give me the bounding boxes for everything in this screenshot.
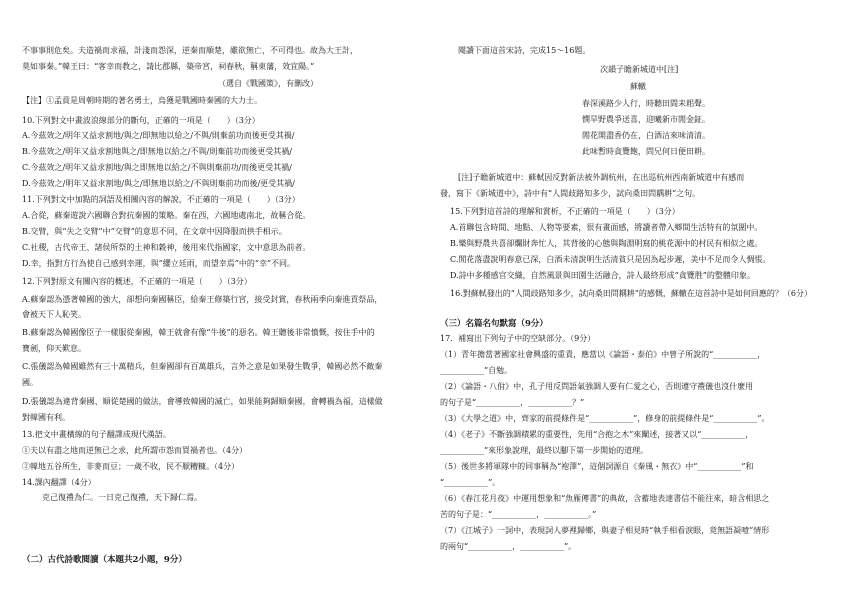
option: A.首聯包含時間、地點、人物等要素，很有畫面感，將讀者帶入鄉間生活特有的氛圍中。 <box>450 223 763 232</box>
poem-line: 憫旱野農爭送喜，迎曦新市閒金鉦。 <box>582 115 710 124</box>
question-17: 17．補寫出下列句子中的空缺部分。（9分） <box>440 334 596 343</box>
question-14: 14.課內翻譯（4分） <box>22 478 96 487</box>
option: D.詩中多種感官交織，自然風景與田園生活融合，詩人最終形成“貪覽胜”的整體印象。 <box>450 271 755 280</box>
source-citation: （選自《戰國策》，有刪改） <box>218 79 318 88</box>
poem-title: 次韻子瞻新城道中[注] <box>600 65 679 74</box>
option-cont: 國。 <box>22 378 38 387</box>
fill-line: “___________”。 <box>440 478 501 487</box>
option: A.蘇秦認為憑著韓國的強大，卻想向秦國稱臣，給秦王修築行宮，接受封賞，春秋兩季向秦進貢祭品， <box>22 295 383 304</box>
left-column <box>22 0 432 595</box>
question-11: 11.下列對文中加點的詞語及相關內容的解說，不正確的一項是（ ）（3分） <box>22 195 300 204</box>
poem-line: 此味暫時貪覽飽，問兄何日便田耕。 <box>582 147 710 156</box>
question-15: 15.下列對這首詩的理解和賞析，不正確的一項是（ ）（3分） <box>450 207 680 216</box>
fill-line: 苦的句子是：“___________，___________。” <box>440 510 597 519</box>
fill-line: （1）青年擔當著國家社會興盛的重責，應當以《論語・泰伯》中曾子所說的“___________， <box>440 350 766 359</box>
option: C.閒花落盡說明春意已深，白酒未清說明生活清貧只是因為起步遲，美中不足而令人惆悵。 <box>450 255 771 264</box>
fill-line: （7）《江城子》一詞中，表現詞人夢裡歸鄉，與妻子相見時“執手相看淚眼，竟無語凝噎”情形 <box>440 526 770 535</box>
translate-item: ②韓地五谷所生，非麥而豆；一歲不收，民不厭糟糠。（4分） <box>22 462 240 471</box>
intro-line: 莫如事秦。”韓王曰：“客幸而教之，請比郡縣，築帝宮，祠春秋，稱東藩，效宜陽。” <box>22 62 315 71</box>
option-cont: 會被天下人恥笑。 <box>22 310 86 319</box>
option: C.張儀認為韓國雖然有三十萬精兵，但秦國卻有百萬雄兵，言外之意是如果發生戰爭，韓國必然不敵秦 <box>22 362 383 371</box>
option: D.今茲效之/明年又益求割地/與之/即無地以給之/不與則棄前功而後/更受其禍/ <box>22 179 295 188</box>
option: D.幸，指對方行為使自己感到幸運，與“纓立廷雨，而望幸焉”中的“幸”不同。 <box>22 259 296 268</box>
poem-line: 閒花開盡香仍在，白酒沽來味清清。 <box>582 131 710 140</box>
option-cont: 對韓國有利。 <box>22 413 70 422</box>
question-10: 10.下列對文中畫波浪線部分的斷句，正確的一項是（ ）（3分） <box>22 116 260 125</box>
option: C.社稷，古代帝王、諸侯所祭的土神和穀神，後用來代指國家，文中意思為前者。 <box>22 243 311 252</box>
poem-intro: 閱讀下面這首宋詩，完成15～16題。 <box>458 46 591 55</box>
question-16: 16.對蘇軾發出的“人間歧路知多少，試向桑田問耦耕”的感慨，蘇轍在這首詩中是如何回應的？（6分） <box>450 289 812 298</box>
fill-line: ___________”來形象說理，最終以腳下第一步開始的道理。 <box>440 446 649 455</box>
option: A.合從，蘇秦遊說六國聯合對抗秦國的策略。秦在西，六國地處南北，故稱合從。 <box>22 211 311 220</box>
poem-author: 蘇轍 <box>630 82 646 91</box>
fill-line: （4）《老子》不斷強調積累的重要性，先用“合抱之木”來闡述，接著又以“___________， <box>440 430 754 439</box>
fill-line: 的句子是“___________，___________？” <box>440 398 585 407</box>
fill-line: ___________”自勉。 <box>440 366 513 375</box>
question-12: 12.下列對原文有關內容的概述，不正確的一項是（ ）（3分） <box>22 277 252 286</box>
option: B.蘇秦認為韓國像臣子一樣服從秦國，韓王就會有像“牛後”的惡名。韓王聽後非常憤慨，按住手中的 <box>22 328 375 337</box>
option: D.張儀認為違背秦國、順從楚國的做法，會導致韓國的滅亡，如果能夠歸順秦國，會轉禍為福，這樣做 <box>22 397 383 406</box>
intro-line: 不事事則危矣。夫造禍而求福，計淺而怨深，逆秦而順楚，雖欲無亡，不可得也。故為大王計， <box>22 46 358 55</box>
option: A.今茲效之/明年又益求割地/與之/即無地以給之/不與/則棄前功而後更受其禍/ <box>22 131 295 140</box>
section-heading: （二）古代詩歌閱讀（本題共2小題，9分） <box>22 555 187 565</box>
fill-line: 的兩句“___________，___________”。 <box>440 542 577 551</box>
option-cont: 寶劍，仰天歎息。 <box>22 344 86 353</box>
poem-note: [注]子瞻新城道中：蘇軾因反對新法被外調杭州，在出巡杭州西南新城道中有感而 <box>458 173 745 182</box>
poem-line: 春深溪路少人行，時聽田間耒耜聲。 <box>582 99 710 108</box>
translate-item: ①夫以有盡之地而逆無已之求，此所謂市怨而買禍者也。（4分） <box>22 446 248 455</box>
translate-line: 克己復禮為仁。一日克己復禮，天下歸仁焉。 <box>42 493 202 502</box>
fill-line: （2）《論語・八佾》中，孔子用反問語氣強調人要有仁愛之心，否則遵守禮儀也沒什麼用 <box>440 382 754 391</box>
fill-line: （5）後世多將軍隊中的同事稱為“袍澤”，這個詞源自《秦風・無衣》中“___________”和 <box>440 462 754 471</box>
footnote: 【注】①孟賁是周朝時期的著名勇士，烏獲是戰國時秦國的大力士。 <box>22 96 262 105</box>
option: B.今茲效之/明年又益求割地與之/即無地以給之/不與/則棄前功而後更受其禍/ <box>22 147 292 156</box>
fill-line: （3）《大學之道》中，齊家的前提條件是“___________”，修身的前提條件是“___________”。 <box>440 414 770 423</box>
option: C.今茲效之/明年又益求割地/與之即無地以給之/不與則棄前功/而後更受其禍/ <box>22 163 292 172</box>
question-13: 13.把文中畫橫線的句子翻譯成現代漢語。 <box>22 430 171 439</box>
option: B.交臂，與“失之交臂”中“交臂”的意思不同，在文章中因降服而拱手相示。 <box>22 227 287 236</box>
poem-note: 發，寫下《新城道中》，詩中有“人間歧路知多少，試向桑田問耦耕”之句。 <box>440 189 701 198</box>
section-heading: （三）名篇名句默寫（9分） <box>440 319 548 329</box>
option: B.樂與野農共喜卻爛財奔忙人，其背後的心態與陶淵明寫的桃花源中的村民有相似之處。 <box>450 239 763 248</box>
fill-line: （6）《春江花月夜》中運用想象和“魚雁傳書”的典故，含蓄地表達書信不能往來，暗含相思之 <box>440 494 770 503</box>
right-column <box>440 0 845 595</box>
